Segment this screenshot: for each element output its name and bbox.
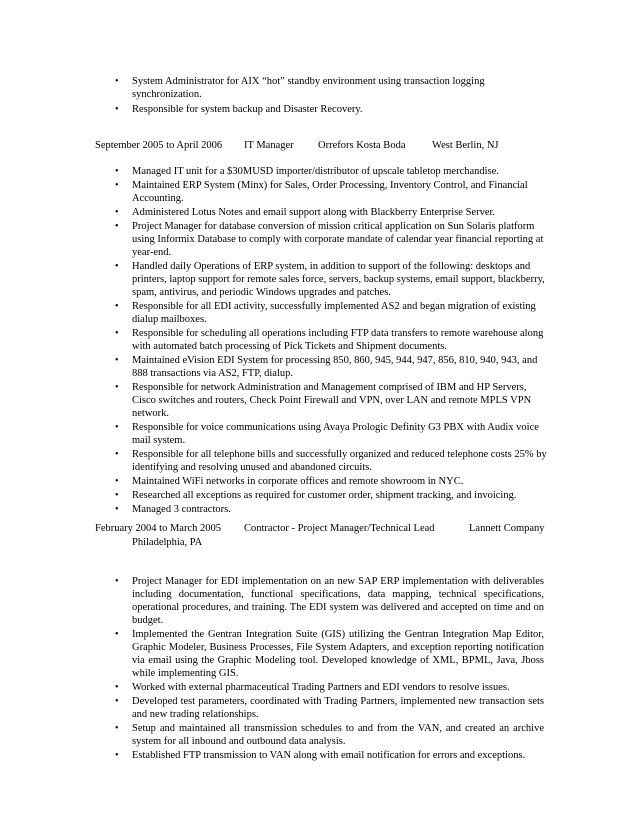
list-item: • Researched all exceptions as required for customer order, shipment tracking, and invoicing.: [132, 489, 552, 502]
job1-company: Orrefors Kosta Boda: [318, 140, 406, 151]
list-item: • Maintained WiFi networks in corporate offices and remote showroom in NYC.: [132, 475, 552, 488]
list-item: • Developed test parameters, coordinated with Trading Partners, implemented new transaction sets and new trading relationships.: [132, 695, 544, 721]
list-item: • Implemented the Gentran Integration Suite (GIS) utilizing the Gentran Integration Map Editor, Graphic Modeler, Business Processes, File System Adapters, and exception reporting notification via email using the Graphic Modeling tool. Developed knowledge of XML, BPML, Java, Jboss while implementing GIS.: [132, 628, 544, 680]
job2-title: Contractor - Project Manager/Technical Lead: [244, 523, 435, 534]
list-item: • Responsible for voice communications using Avaya Prologic Definity G3 PBX with Audix voice mail system.: [132, 421, 552, 447]
job1-title: IT Manager: [244, 140, 294, 151]
job2-company: Lannett Company: [469, 523, 545, 534]
list-item: • Responsible for scheduling all operations including FTP data transfers to remote warehouse along with automated batch processing of Pick Tickets and Shipment documents.: [132, 327, 552, 353]
job1-bullet-list: [132, 165, 552, 517]
top-bullet-list: [132, 75, 552, 118]
list-item: • Handled daily Operations of ERP system, in addition to support of the following: desktops and printers, laptop support for remote sales force, servers, backup systems, email support, blackberry, spam, antivirus, and periodic Windows upgrades and patches.: [132, 260, 552, 299]
list-item: • Administered Lotus Notes and email support along with Blackberry Enterprise Server.: [132, 206, 552, 219]
job1-location: West Berlin, NJ: [432, 140, 499, 151]
list-item: • Maintained eVision EDI System for processing 850, 860, 945, 944, 947, 856, 810, 940, 943, and 888 transactions via AS2, FTP, dialup.: [132, 354, 552, 380]
list-item: • Responsible for network Administration and Management comprised of IBM and HP Servers, Cisco switches and routers, Check Point Firewall and VPN, over LAN and remote MPLS VPN network.: [132, 381, 552, 420]
list-item: • Worked with external pharmaceutical Trading Partners and EDI vendors to resolve issues.: [132, 681, 544, 694]
list-item: • Established FTP transmission to VAN along with email notification for errors and exceptions.: [132, 749, 544, 762]
job2-dates: February 2004 to March 2005: [95, 523, 221, 534]
job1-dates: September 2005 to April 2006: [95, 140, 223, 151]
list-item: • Responsible for all telephone bills and successfully organized and reduced telephone costs 25% by identifying and resolving unused and abandoned circuits.: [132, 448, 552, 474]
list-item: • Managed IT unit for a $30MUSD importer/distributor of upscale tabletop merchandise.: [132, 165, 552, 178]
list-item: • Project Manager for EDI implementation on an new SAP ERP implementation with deliverables including documentation, functional specifications, data mapping, technical specifications, operational procedures, and training. The EDI system was delivered and accepted on time and on budget.: [132, 575, 544, 627]
list-item: • Setup and maintained all transmission schedules to and from the VAN, and created an archive system for all inbound and outbound data analysis.: [132, 722, 544, 748]
job2-location: Philadelphia, PA: [132, 537, 203, 548]
list-item: • Responsible for system backup and Disaster Recovery.: [132, 103, 552, 116]
list-item: • Responsible for all EDI activity, successfully implemented AS2 and began migration of existing dialup mailboxes.: [132, 300, 552, 326]
list-item: • Project Manager for database conversion of mission critical application on Sun Solaris platform using Informix Database to comply with corporate mandate of calendar year financial reporting at year-end.: [132, 220, 552, 259]
list-item: • Maintained ERP System (Minx) for Sales, Order Processing, Inventory Control, and Financial Accounting.: [132, 179, 552, 205]
list-item: • Managed 3 contractors.: [132, 503, 552, 516]
job2-bullet-list: [132, 575, 544, 763]
list-item: • System Administrator for AIX “hot” standby environment using transaction logging synchronization.: [132, 75, 552, 101]
